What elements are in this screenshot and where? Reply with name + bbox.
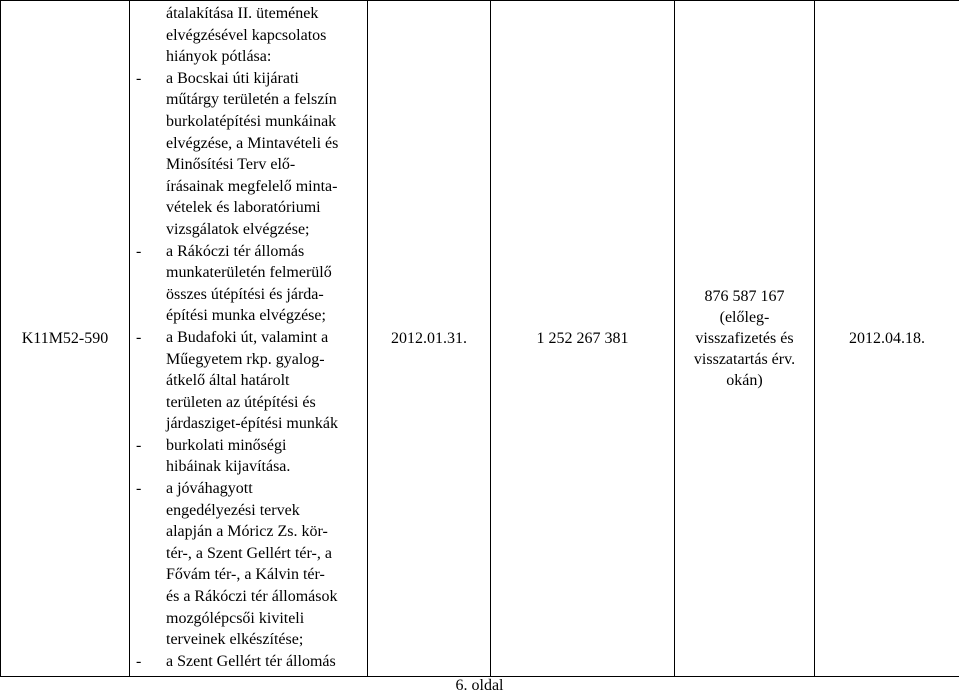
end-date-cell [815, 1, 959, 677]
description-line-text: írásainak megfelelő minta- [166, 176, 367, 198]
list-dash [134, 305, 166, 327]
list-dash: - [134, 478, 166, 500]
description-line [134, 111, 367, 133]
description-line [134, 241, 367, 263]
description-line-text: és a Rákóczi tér állomások [166, 586, 367, 608]
list-dash [134, 133, 166, 155]
description-line-text: járdasziget-építési munkák [166, 413, 367, 435]
list-dash [134, 521, 166, 543]
description-line-text: Minősítési Terv elő- [166, 154, 367, 176]
description-line-text: a Szent Gellért tér állomás [166, 651, 367, 673]
description-line [134, 608, 367, 630]
description-line [134, 327, 367, 349]
description-line-text: a Budafoki út, valamint a [166, 327, 367, 349]
paid-amount [675, 286, 814, 391]
description-line [134, 46, 367, 68]
list-dash [134, 111, 166, 133]
description-line [134, 370, 367, 392]
description-line-text: burkolatépítési munkáinak [166, 111, 367, 133]
description-line [134, 349, 367, 371]
description-line-text: terveinek elkészítése; [166, 629, 367, 651]
description-line [134, 564, 367, 586]
description-line-text: területen az útépítési és [166, 392, 367, 414]
description-line [134, 154, 367, 176]
description-line [134, 413, 367, 435]
list-dash [134, 46, 166, 68]
description-line-text: tér-, a Szent Gellért tér-, a [166, 543, 367, 565]
list-dash [134, 197, 166, 219]
list-dash [134, 25, 166, 47]
description-line [134, 284, 367, 306]
paid-amount-cell [675, 1, 815, 677]
list-dash [134, 154, 166, 176]
description-line-text: építési munka elvégzése; [166, 305, 367, 327]
description-line [134, 89, 367, 111]
description-line [134, 629, 367, 651]
list-dash [134, 543, 166, 565]
description-line-text: Fővám tér-, a Kálvin tér- [166, 564, 367, 586]
list-dash [134, 370, 166, 392]
description-line [134, 435, 367, 457]
description-line [134, 651, 367, 673]
description-line-text: a Bocskai úti kijárati [166, 68, 367, 90]
list-dash: - [134, 651, 166, 673]
list-dash: - [134, 68, 166, 90]
list-dash [134, 3, 166, 25]
list-dash [134, 586, 166, 608]
page-number: 6. oldal [0, 676, 959, 696]
description-line-text: Műegyetem rkp. gyalog- [166, 349, 367, 371]
description-line-text: a Rákóczi tér állomás [166, 241, 367, 263]
paid-amount-line: okán) [675, 370, 814, 391]
contract-id-cell [1, 1, 130, 677]
description-line [134, 25, 367, 47]
description-line [134, 392, 367, 414]
description-line [134, 543, 367, 565]
list-dash [134, 349, 166, 371]
description-line-text: átalakítása II. ütemének [166, 3, 367, 25]
paid-amount-line: (előleg- [675, 307, 814, 328]
paid-amount-line: 876 587 167 [675, 286, 814, 307]
list-dash [134, 176, 166, 198]
amount-cell [491, 1, 675, 677]
paid-amount-line: visszatartás érv. [675, 349, 814, 370]
paid-amount-line: visszafizetés és [675, 328, 814, 349]
description-line-text: alapján a Móricz Zs. kör- [166, 521, 367, 543]
list-dash: - [134, 327, 166, 349]
contract-id: K11M52-590 [22, 330, 109, 347]
description-line-text: engedélyezési tervek [166, 500, 367, 522]
list-dash [134, 456, 166, 478]
description-text [130, 1, 367, 676]
list-dash [134, 392, 166, 414]
description-line-text: burkolati minőségi [166, 435, 367, 457]
description-line [134, 68, 367, 90]
description-line [134, 586, 367, 608]
description-line [134, 133, 367, 155]
description-line-text: elvégzése, a Mintavételi és [166, 133, 367, 155]
description-line [134, 500, 367, 522]
description-line [134, 262, 367, 284]
list-dash [134, 219, 166, 241]
description-line-text: munkaterületén felmerülő [166, 262, 367, 284]
description-line [134, 521, 367, 543]
description-line-text: műtárgy területén a felszín [166, 89, 367, 111]
description-line-text: átkelő által határolt [166, 370, 367, 392]
list-dash [134, 413, 166, 435]
description-cell [130, 1, 368, 677]
description-line-text: összes útépítési és járda- [166, 284, 367, 306]
list-dash [134, 262, 166, 284]
description-line [134, 197, 367, 219]
list-dash [134, 629, 166, 651]
list-dash: - [134, 241, 166, 263]
contract-date: 2012.01.31. [391, 330, 467, 347]
description-line-text: hiányok pótlása: [166, 46, 367, 68]
description-line [134, 478, 367, 500]
description-line [134, 456, 367, 478]
description-line-text: mozgólépcsői kiviteli [166, 608, 367, 630]
contract-date-cell [368, 1, 491, 677]
description-line-text: vételek és laboratóriumi [166, 197, 367, 219]
table-row [1, 1, 959, 677]
list-dash: - [134, 435, 166, 457]
list-dash [134, 284, 166, 306]
description-line [134, 219, 367, 241]
list-dash [134, 500, 166, 522]
description-line [134, 176, 367, 198]
end-date: 2012.04.18. [849, 330, 925, 347]
contract-amount: 1 252 267 381 [537, 330, 629, 347]
description-line-text: elvégzésével kapcsolatos [166, 25, 367, 47]
list-dash [134, 89, 166, 111]
list-dash [134, 608, 166, 630]
description-line [134, 305, 367, 327]
description-line-text: hibáinak kijavítása. [166, 456, 367, 478]
description-line-text: a jóváhagyott [166, 478, 367, 500]
description-line-text: vizsgálatok elvégzése; [166, 219, 367, 241]
list-dash [134, 564, 166, 586]
description-line [134, 3, 367, 25]
